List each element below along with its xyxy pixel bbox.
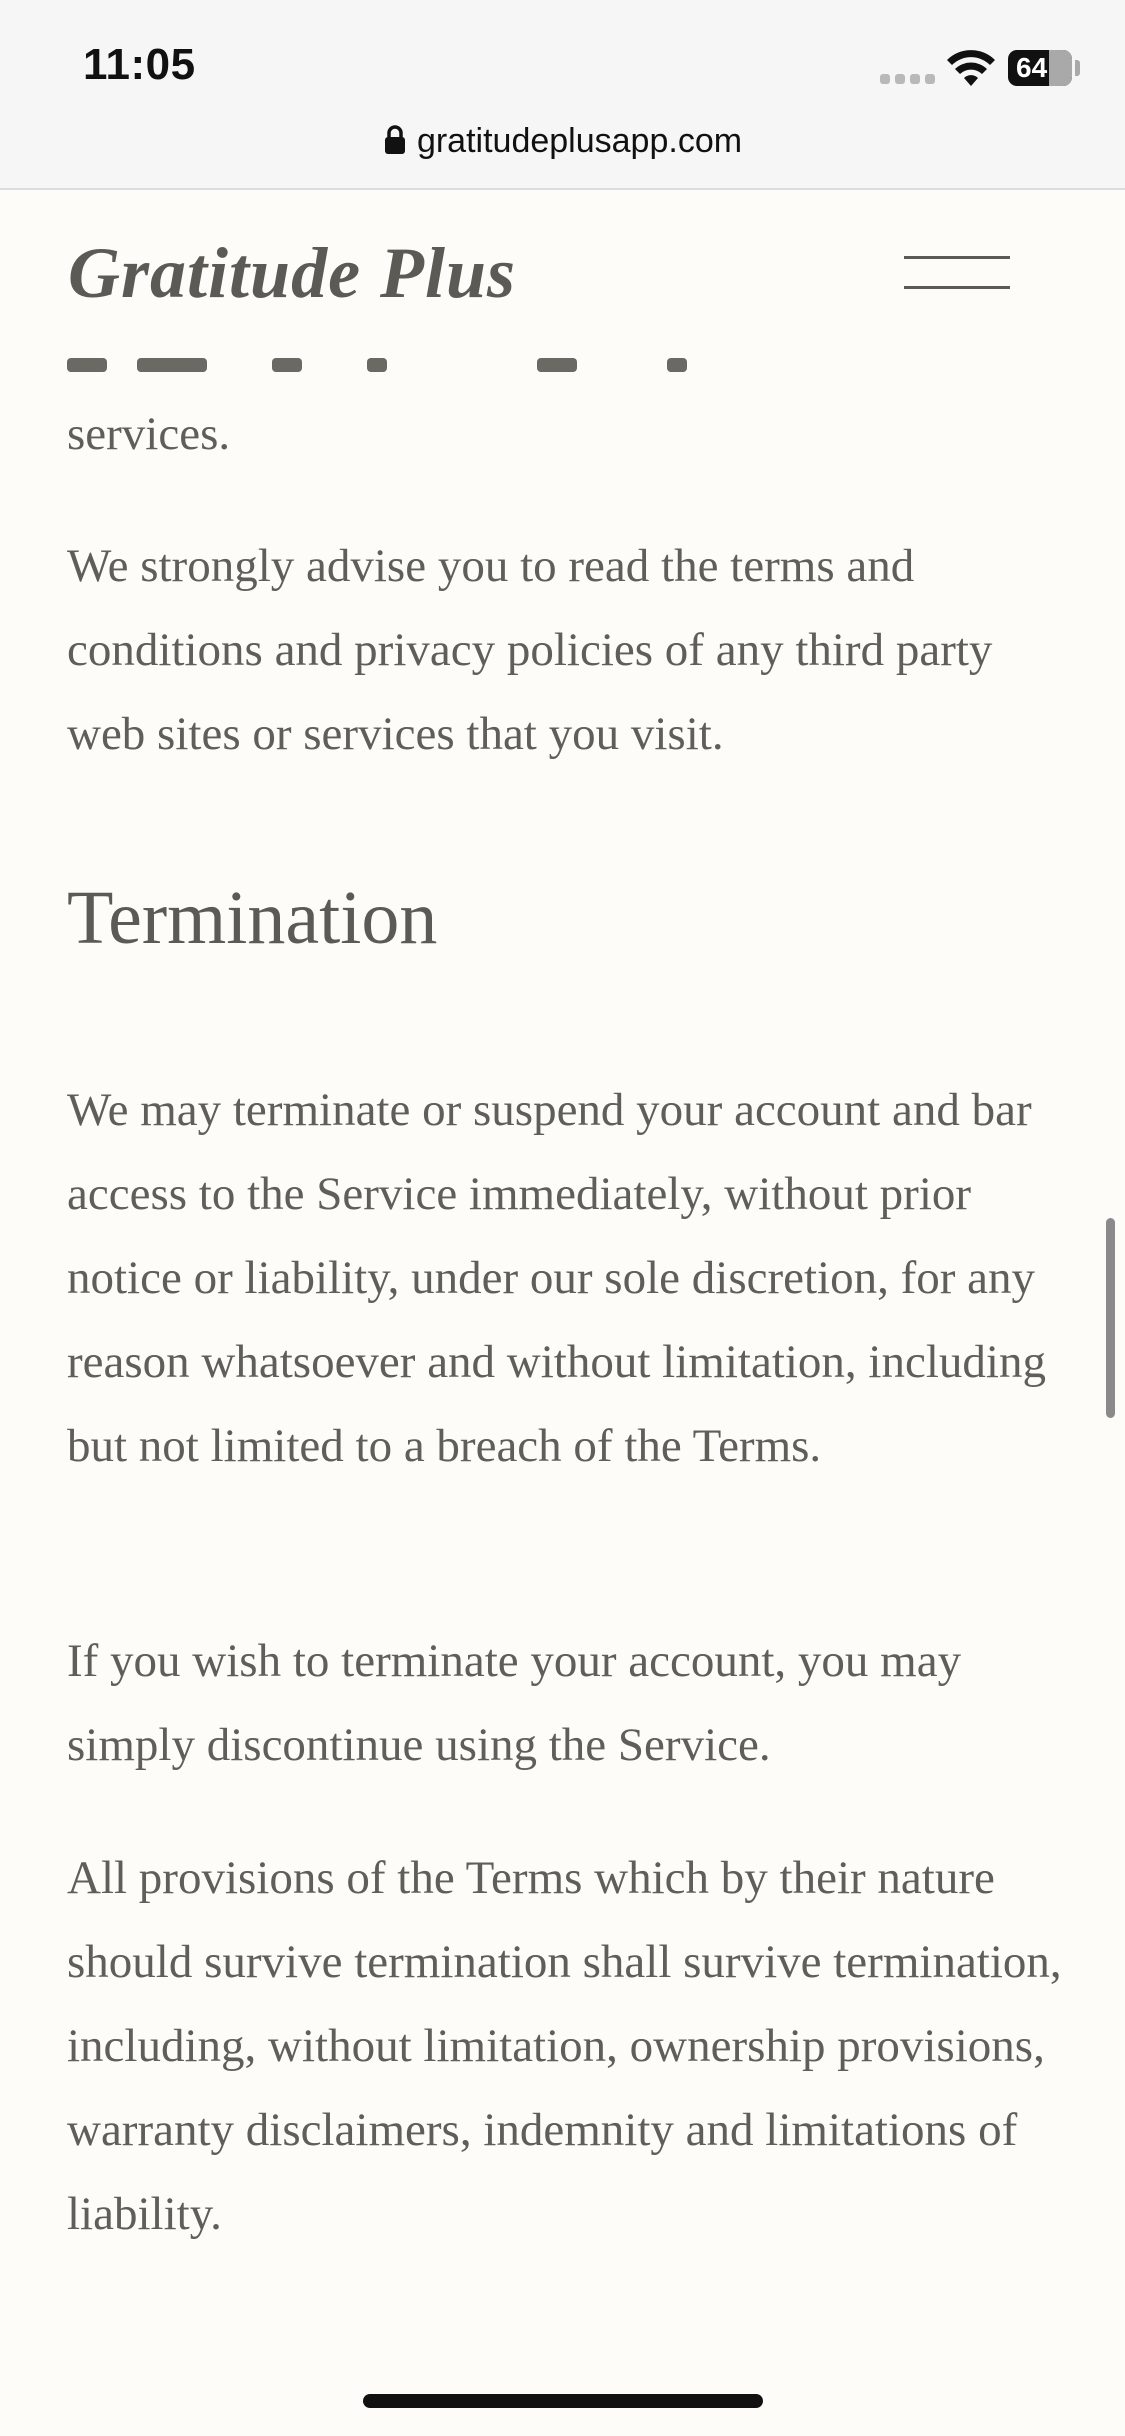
browser-chrome [0,0,1125,190]
lock-icon [383,124,407,156]
home-indicator[interactable] [363,2394,763,2408]
battery-icon [1008,50,1072,86]
clipped-text-line [67,348,767,376]
section-heading-termination: Termination [67,876,438,960]
status-time: 11:05 [83,40,196,89]
paragraph-survive: All provisions of the Terms which by their nature should survive termination shall survive termination, including, without limitation, ownership provisions, warranty disclaimers, indemnity and limitations of liability. [67,1852,1062,2240]
cellular-signal-icon [880,72,936,84]
battery-cap [1075,60,1080,76]
site-logo[interactable]: Gratitude Plus [68,233,517,313]
url-text: gratitudeplusapp.com [416,122,743,160]
scrollbar[interactable] [1106,1218,1115,1418]
paragraph-user-terminate: If you wish to terminate your account, you may simply discontinue using the Service. [67,1635,962,1771]
wifi-icon [946,50,996,88]
paragraph-third-party: We strongly advise you to read the terms and conditions and privacy policies of any third party web sites or services that you visit. [67,540,993,760]
hamburger-menu-icon[interactable] [904,256,1010,296]
site-header [0,190,1125,360]
battery-level: 64 [1016,52,1048,83]
paragraph-terminate: We may terminate or suspend your account and bar access to the Service immediately, without prior notice or liability, under our sole discretion, for any reason whatsoever and without limitation, including but not limited to a breach of the Terms. [67,1084,1046,1472]
address-bar[interactable] [0,116,1125,166]
previous-paragraph-tail: services. [67,408,231,460]
